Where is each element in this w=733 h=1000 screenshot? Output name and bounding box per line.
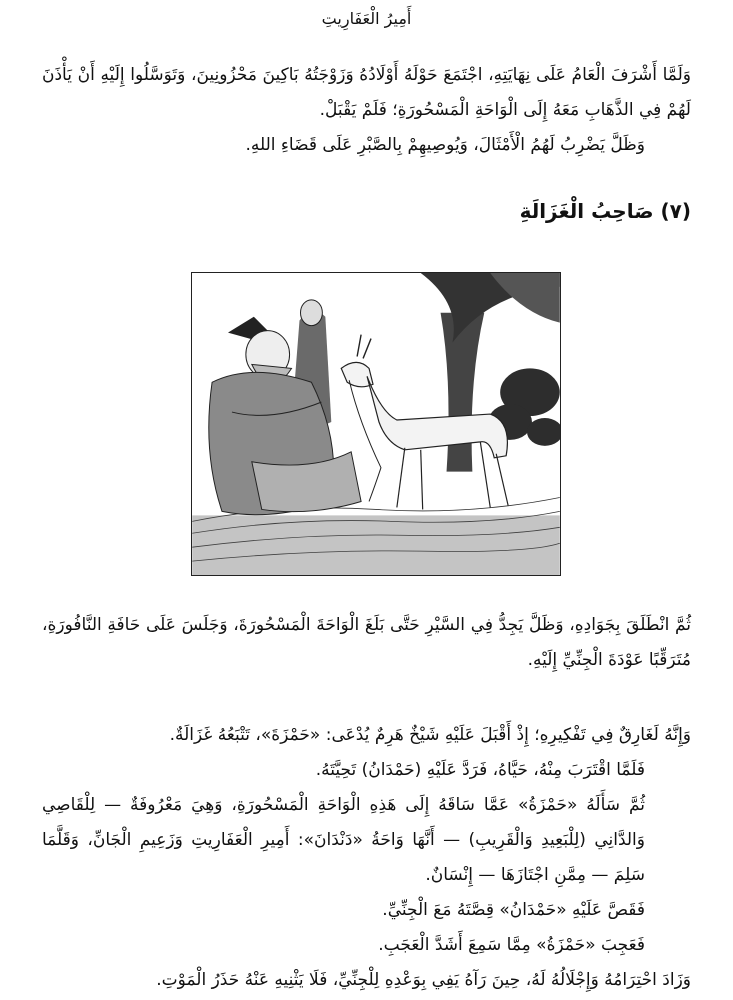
paragraph: فَلَمَّا اقْتَرَبَ مِنْهُ، حَيَّاهُ، فَرَدَّ عَلَيْهِ (حَمْدَانُ) تَحِيَّتَهُ. — [315, 760, 645, 780]
paragraph: وَظَلَّ يَضْرِبُ لَهُمُ الْأَمْثَالَ، وَيُوصِيهِمْ بِالصَّبْرِ عَلَى قَضَاءِ اللهِ. — [245, 135, 645, 155]
paragraph: ثُمَّ انْطَلَقَ بِجَوَادِهِ، وَظَلَّ يَجِدُّ فِي السَّيْرِ حَتَّى بَلَغَ الْوَاحَةَ الْمَسْحُورَةَ، وَجَلَسَ عَلَى حَافَةِ النَّافُورَةِ، مُتَرَقِّبًا عَوْدَةَ الْجِنِّيِّ إِلَيْهِ. — [42, 615, 691, 670]
old-man-and-gazelle-illustration — [192, 273, 560, 575]
paragraph: وَلَمَّا أَشْرَفَ الْعَامُ عَلَى نِهَايَتِهِ، اجْتَمَعَ حَوْلَهُ أَوْلَادُهُ وَزَوْجَتُهُ بَاكِينَ مَحْزُونِينَ، وَتَوَسَّلُوا إِلَيْهِ أَنْ يَأْذَنَ لَهُمْ فِي الذَّهَابِ مَعَهُ إِلَى الْوَاحَةِ الْمَسْحُورَةِ؛ فَلَمْ يَقْبَلْ. — [42, 65, 691, 120]
paragraph: ثُمَّ سَأَلَهُ «حَمْزَةُ» عَمَّا سَاقَهُ إِلَى هَذِهِ الْوَاحَةِ الْمَسْحُورَةِ، وَهِيَ مَعْرُوفَةٌ — لِلْقَاصِي وَالدَّانِي (لِلْبَعِيدِ وَالْقَرِيبِ) — أَنَّهَا وَاحَةُ «دَنْدَانَ»: أَمِيرِ الْعَفَارِيتِ وَزَعِيمِ الْجَانِّ، وَقَلَّمَا سَلِمَ — مِمَّنِ اجْتَازَهَا — إِنْسَانٌ. — [42, 795, 645, 885]
paragraph: وَإِنَّهُ لَغَارِقٌ فِي تَفْكِيرِهِ؛ إِذْ أَقْبَلَ عَلَيْهِ شَيْخٌ هَرِمٌ يُدْعَى: «حَمْزَةَ»، تَتْبَعُهُ غَزَالَةٌ. — [169, 725, 691, 745]
body-paragraphs-2 — [42, 718, 691, 998]
section-heading: (٧) صَاحِبُ الْغَزَالَةِ — [519, 199, 691, 223]
paragraph: وَزَادَ احْتِرَامُهُ وَإِجْلَالُهُ لَهُ، حِينَ رَآهُ يَفِي بِوَعْدِهِ لِلْجِنِّيِّ، فَلَا يَثْنِيهِ عَنْهُ حَذَرُ الْمَوْتِ. — [156, 970, 691, 990]
running-title: أَمِيرُ الْعَفَارِيتِ — [321, 9, 412, 28]
paragraph: فَقَصَّ عَلَيْهِ «حَمْدَانُ» قِصَّتَهُ مَعَ الْجِنِّيِّ. — [382, 900, 645, 920]
body-paragraph-1 — [42, 608, 691, 678]
intro-text — [42, 58, 691, 163]
illustration — [191, 272, 561, 576]
paragraph: فَعَجِبَ «حَمْزَةُ» مِمَّا سَمِعَ أَشَدَّ الْعَجَبِ. — [378, 935, 645, 955]
